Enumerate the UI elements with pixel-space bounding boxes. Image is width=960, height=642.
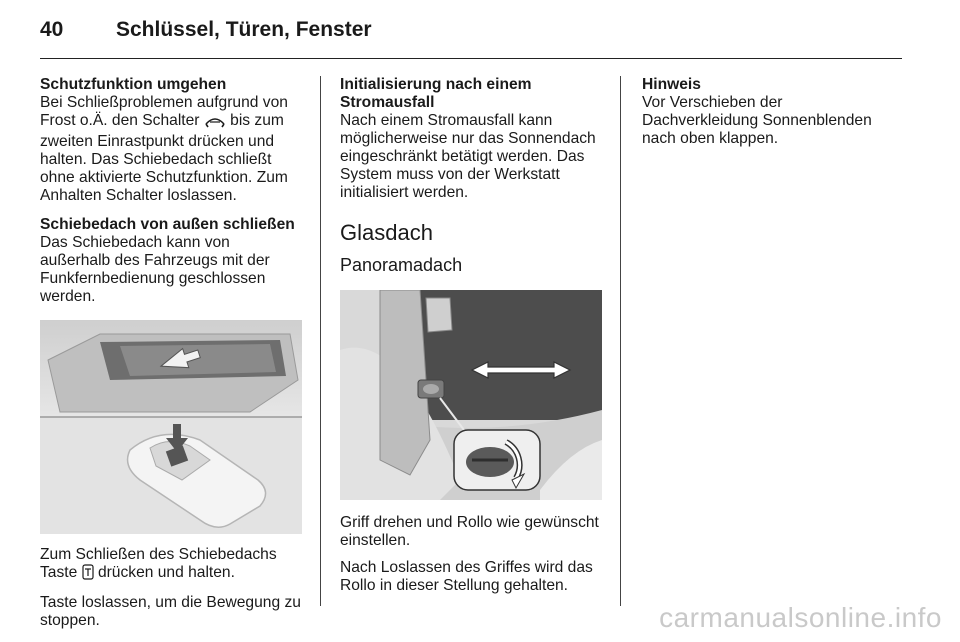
subheading-von-aussen: Schiebedach von außen schließen <box>40 216 295 233</box>
watermark-text: carmanualsonline.info <box>659 602 942 633</box>
remote-key-illustration <box>40 320 302 534</box>
panoramic-roof-illustration <box>340 290 602 500</box>
page-header <box>40 14 902 58</box>
column-divider-2 <box>620 76 621 606</box>
paragraph-griff-loslassen: Nach Loslassen des Griffes wird das Rollo in dieser Stellung gehalten. <box>340 559 593 594</box>
note-heading: Hinweis <box>642 76 701 93</box>
sunroof-switch-icon <box>204 114 226 133</box>
paragraph-schutzfunktion: Bei Schließproblemen aufgrund von Frost o.Ä. den Schalter bis zum zweiten Einrastpunkt drücken und halten. Das Schiebedach schließt ohne aktivierte Schutzfunktion. Zum Anhalten Schalter loslassen. <box>40 94 288 204</box>
note-paragraph: Vor Verschieben der Dachverkleidung Sonnenblenden nach oben klappen. <box>642 94 872 147</box>
header-rule <box>40 58 902 59</box>
paragraph-griff-drehen: Griff drehen und Rollo wie gewünscht einstellen. <box>340 514 599 549</box>
column-1 <box>40 76 304 630</box>
paragraph-schliessen-taste: Zum Schließen des Schiebedachs Taste drücken und halten. <box>40 546 304 585</box>
subheading-initialisierung: Initialisierung nach einem Stromausfall <box>340 76 532 111</box>
paragraph-initialisierung: Nach einem Stromausfall kann möglicherweise nur das Sonnendach eingeschränkt betätigt werden. Das System muss von der Werkstatt initialisiert werden. <box>340 112 596 201</box>
section-subtitle-panoramadach: Panoramadach <box>340 255 463 275</box>
section-title-glasdach: Glasdach <box>340 220 433 245</box>
paragraph-loslassen: Taste loslassen, um die Bewegung zu stoppen. <box>40 594 301 629</box>
subheading-schutzfunktion: Schutzfunktion umgehen <box>40 76 227 93</box>
chapter-title: Schlüssel, Türen, Fenster <box>116 18 372 41</box>
column-divider-1 <box>320 76 321 606</box>
column-3 <box>642 76 902 148</box>
page-number: 40 <box>40 18 64 41</box>
paragraph-von-aussen: Das Schiebedach kann von außerhalb des Fahrzeugs mit der Funkfernbedienung geschlossen werden. <box>40 234 270 305</box>
column-2 <box>340 76 604 595</box>
key-close-button-icon <box>82 564 94 585</box>
